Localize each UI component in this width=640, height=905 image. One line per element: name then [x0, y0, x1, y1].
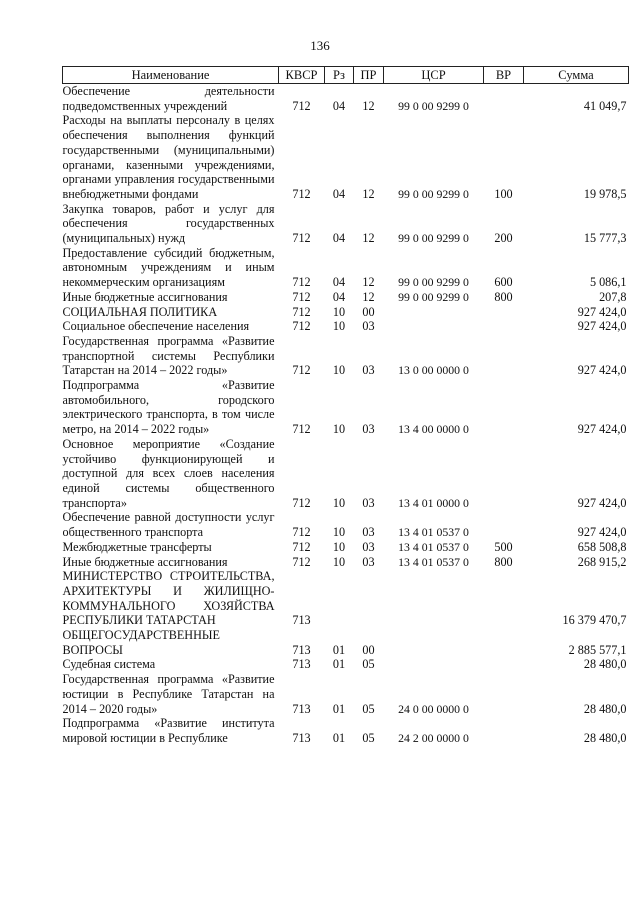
table-body — [63, 84, 629, 746]
row-rz: 01 — [332, 701, 346, 716]
row-sum: 927 424,0 — [577, 304, 627, 319]
row-kvsr: 712 — [292, 495, 311, 510]
row-sum: 927 424,0 — [577, 319, 627, 334]
row-sum: 41 049,7 — [583, 98, 627, 113]
row-vr — [484, 334, 524, 378]
row-rz: 10 — [332, 363, 346, 378]
row-rz: 04 — [332, 186, 346, 201]
row-sum: 927 424,0 — [577, 495, 627, 510]
row-sum: 927 424,0 — [577, 422, 627, 437]
row-name: Расходы на выплаты персоналу в целях обеспечения выполнения функций государственными (муниципальными) органами, казенными учреждениями, органами управления государственными внебюджетными фондами — [62, 113, 275, 201]
row-kvsr: 713 — [292, 730, 311, 745]
row-name: СОЦИАЛЬНАЯ ПОЛИТИКА — [62, 304, 218, 319]
row-kvsr: 712 — [292, 231, 311, 246]
row-kvsr: 713 — [292, 613, 311, 628]
table-row — [63, 305, 629, 320]
row-kvsr: 712 — [292, 98, 311, 113]
table-row — [63, 319, 629, 334]
row-sum: 28 480,0 — [583, 730, 627, 745]
row-rz: 04 — [332, 98, 346, 113]
row-pr: 12 — [362, 289, 375, 304]
row-vr — [484, 657, 524, 672]
row-vr: 800 — [494, 554, 513, 569]
row-kvsr: 713 — [292, 701, 311, 716]
row-rz: 01 — [332, 730, 346, 745]
row-name: Предоставление субсидий бюджетным, автономным учреждениям и иным некоммерческим организациям — [62, 245, 275, 290]
row-rz: 04 — [332, 289, 346, 304]
row-pr: 12 — [362, 231, 375, 246]
row-csr: 99 0 00 9299 0 — [398, 98, 469, 113]
row-csr — [384, 305, 484, 320]
row-vr — [484, 437, 524, 511]
table-row — [63, 555, 629, 570]
row-name: Межбюджетные трансферты — [62, 539, 212, 554]
row-rz: 04 — [332, 231, 346, 246]
row-csr: 13 4 01 0537 0 — [398, 539, 469, 554]
row-vr — [484, 716, 524, 745]
row-csr: 13 4 01 0000 0 — [398, 495, 469, 510]
table-row — [63, 716, 629, 745]
row-kvsr: 713 — [292, 657, 311, 672]
page-number: 136 — [310, 38, 330, 53]
row-vr — [484, 84, 524, 114]
row-pr: 03 — [362, 539, 375, 554]
row-pr: 03 — [362, 554, 375, 569]
row-rz: 10 — [332, 304, 346, 319]
column-header-csr: ЦСР — [384, 67, 484, 84]
row-rz: 10 — [332, 319, 346, 334]
row-rz: 01 — [332, 657, 346, 672]
row-rz: 10 — [332, 525, 346, 540]
table-row — [63, 540, 629, 555]
row-sum: 28 480,0 — [583, 701, 627, 716]
row-vr — [484, 569, 524, 628]
row-name: Подпрограмма «Развитие автомобильного, городского электрического транспорта, в том числе метро, на 2014 – 2022 годы» — [62, 378, 275, 437]
row-pr: 03 — [362, 422, 375, 437]
row-csr: 99 0 00 9299 0 — [398, 186, 469, 201]
table-header-row — [63, 67, 629, 84]
row-csr — [384, 657, 484, 672]
row-csr: 99 0 00 9299 0 — [398, 289, 469, 304]
row-pr: 03 — [362, 363, 375, 378]
row-rz: 10 — [332, 422, 346, 437]
row-pr: 05 — [362, 701, 375, 716]
row-name: Иные бюджетные ассигнования — [62, 289, 228, 304]
table-row — [63, 569, 629, 628]
row-vr — [484, 378, 524, 437]
row-name: Основное мероприятие «Создание устойчиво функционирующей и доступной для всех слоев населения единой системы общественного транспорта» — [62, 436, 275, 510]
row-pr — [354, 569, 384, 628]
row-pr: 03 — [362, 319, 375, 334]
row-sum: 927 424,0 — [577, 525, 627, 540]
row-name: Государственная программа «Развитие транспортной системы Республики Татарстан на 2014 – 2022 годы» — [62, 333, 275, 378]
table-row — [63, 84, 629, 114]
row-kvsr: 712 — [292, 289, 311, 304]
row-pr: 00 — [362, 304, 375, 319]
row-name: ОБЩЕГОСУДАРСТВЕННЫЕ ВОПРОСЫ — [62, 628, 220, 657]
row-rz: 04 — [332, 275, 346, 290]
row-sum: 16 379 470,7 — [562, 613, 627, 628]
table-row — [63, 628, 629, 657]
row-name: Подпрограмма «Развитие института мировой юстиции в Республике — [62, 716, 275, 745]
row-pr: 03 — [362, 495, 375, 510]
row-kvsr: 712 — [292, 539, 311, 554]
row-vr — [484, 319, 524, 334]
row-pr: 12 — [362, 98, 375, 113]
row-rz: 10 — [332, 495, 346, 510]
row-kvsr: 712 — [292, 319, 311, 334]
row-csr — [384, 569, 484, 628]
row-kvsr: 712 — [292, 275, 311, 290]
row-sum: 268 915,2 — [577, 554, 627, 569]
row-vr — [484, 510, 524, 539]
row-kvsr: 712 — [292, 363, 311, 378]
table-row — [63, 378, 629, 437]
row-kvsr: 712 — [292, 525, 311, 540]
row-kvsr: 712 — [292, 186, 311, 201]
column-header-kvsr: КВСР — [279, 67, 325, 84]
table-row — [63, 437, 629, 511]
row-csr: 13 4 01 0537 0 — [398, 554, 469, 569]
row-pr: 05 — [362, 657, 375, 672]
column-header-vr: ВР — [484, 67, 524, 84]
row-pr: 05 — [362, 730, 375, 745]
row-pr: 12 — [362, 275, 375, 290]
row-rz: 10 — [332, 554, 346, 569]
row-rz — [325, 569, 354, 628]
row-csr: 99 0 00 9299 0 — [398, 231, 469, 246]
row-csr: 13 4 00 0000 0 — [398, 422, 469, 437]
column-header-pr: ПР — [354, 67, 384, 84]
row-sum: 15 777,3 — [583, 231, 627, 246]
table-row — [63, 113, 629, 201]
row-sum: 28 480,0 — [583, 657, 627, 672]
row-csr: 13 0 00 0000 0 — [398, 363, 469, 378]
row-name: Закупка товаров, работ и услуг для обеспечения государственных (муниципальных) нужд — [62, 201, 275, 246]
row-vr — [484, 628, 524, 657]
row-pr: 12 — [362, 186, 375, 201]
row-sum: 658 508,8 — [577, 539, 627, 554]
row-vr: 600 — [494, 275, 513, 290]
table-row — [63, 290, 629, 305]
row-vr — [484, 672, 524, 716]
row-csr: 24 2 00 0000 0 — [398, 730, 469, 745]
row-name: Социальное обеспечение населения — [62, 319, 250, 334]
table-row — [63, 334, 629, 378]
row-name: Обеспечение деятельности подведомственных учреждений — [62, 84, 275, 113]
row-name: МИНИСТЕРСТВО СТРОИТЕЛЬСТВА, АРХИТЕКТУРЫ И ЖИЛИЩНО-КОММУНАЛЬНОГО ХОЗЯЙСТВА РЕСПУБЛИКИ ТАТАРСТАН — [62, 569, 275, 628]
row-vr — [484, 305, 524, 320]
row-name: Судебная система — [62, 657, 156, 672]
table-row — [63, 202, 629, 246]
row-kvsr: 712 — [292, 304, 311, 319]
table-row — [63, 672, 629, 716]
budget-table — [62, 66, 629, 746]
row-sum: 927 424,0 — [577, 363, 627, 378]
row-csr: 13 4 01 0537 0 — [398, 525, 469, 540]
table-row — [63, 657, 629, 672]
row-sum: 19 978,5 — [583, 186, 627, 201]
row-sum: 2 885 577,1 — [568, 642, 627, 657]
row-vr: 200 — [494, 231, 513, 246]
row-name: Государственная программа «Развитие юстиции в Республике Татарстан на 2014 – 2020 годы» — [62, 672, 275, 716]
row-rz: 01 — [332, 642, 346, 657]
row-name: Обеспечение равной доступности услуг общественного транспорта — [62, 510, 275, 540]
row-kvsr: 712 — [292, 422, 311, 437]
row-pr: 00 — [362, 642, 375, 657]
row-rz: 10 — [332, 539, 346, 554]
row-kvsr: 712 — [292, 554, 311, 569]
row-sum: 5 086,1 — [589, 275, 627, 290]
row-csr: 24 0 00 0000 0 — [398, 701, 469, 716]
row-csr: 99 0 00 9299 0 — [398, 275, 469, 290]
row-pr: 03 — [362, 525, 375, 540]
row-vr: 500 — [494, 539, 513, 554]
row-vr: 100 — [494, 186, 513, 201]
row-name: Иные бюджетные ассигнования — [62, 554, 228, 569]
row-kvsr: 713 — [292, 642, 311, 657]
row-sum: 207,8 — [599, 289, 627, 304]
column-header-rz: Рз — [325, 67, 354, 84]
row-csr — [384, 319, 484, 334]
row-csr — [384, 628, 484, 657]
row-vr: 800 — [494, 289, 513, 304]
column-header-name: Наименование — [63, 67, 279, 84]
table-row — [63, 246, 629, 290]
table-row — [63, 510, 629, 539]
column-header-sum: Сумма — [524, 67, 629, 84]
